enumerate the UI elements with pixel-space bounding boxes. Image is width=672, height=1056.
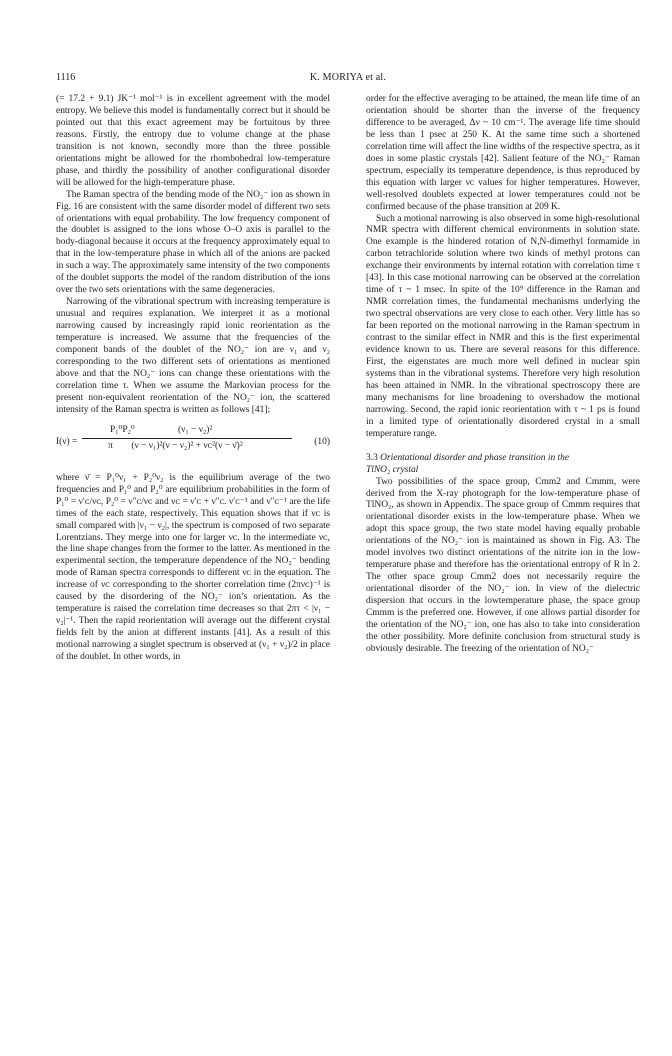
equation-number: (10) [314,436,330,447]
section-title-line-2: TlNO₂ crystal [366,464,419,475]
section-title-line-1: Orientational disorder and phase transition in the [380,452,570,463]
running-head: K. MORIYA et al. [309,72,387,83]
paragraph: (= 17.2 + 9.1) JK⁻¹ mol⁻¹ is in excellent agreement with the model entropy. We believe this model is fundamentally correct but it should be pointed out that this exact agreement may be fortuitous by three reasons. Firstly, the entropy due to volume change at the phase transition is not known, secondly more than the three possible orientations might be allowed for the rhombohedral low-temperature phase, and thirdly the possibility of another configurational disorder will be allowed for the high-temperature phase. [56,94,330,188]
section-heading [366,453,640,477]
equation-fraction [82,424,292,453]
paragraph: Narrowing of the vibrational spectrum with increasing temperature is unusual and requires explanation. We interpret it as a motional narrowing caused by increasingly rapid ionic reorientation as the temperature is increased. We assume that the frequencies of the component bands of the doublet of the NO₂⁻ ion are ν₁ and ν₂ corresponding to the two different sets of orientations as mentioned above and that the NO₂⁻ ions can change these orientations with the correlation time τ. When we assume the Markovian process for the present non-equivalent reorientation of the NO₂⁻ ion, the scattered intensity of the Raman spectra is written as follows [41]; [56,297,330,415]
equation-10 [56,424,330,464]
paragraph: Two possibilities of the space group, Cmm2 and Cmmm, were derived from the X-ray photograph for the low-temperature phase of TlNO₂, as shown in Appendix. The space group of Cmmm requires that orientational disorder exists in the low-temperature phase. When we adopt this space group, the two state model having equally probable orientations of the NO₂⁻ ion is maintained as shown in Fig. A3. The model involves two distinct orientations of the nitrite ion in the low-temperature phase and therefore has the orientational entropy of R ln 2. The other space group Cmm2 does not necessarily require the orientational disorder of the NO₂⁻ ion. In view of the dielectric dispersion that occurs in the lowtemperature phase, the space group Cmmm is the preferred one. However, if one allows partial disorder for the orientation of the NO₂⁻ ion, one has also to take into consideration the other possibility. More definite conclusion from structural study is obviously desirable. The freezing of the orientation of NO₂⁻ [366,476,640,654]
page-header [56,72,640,86]
paragraph: where ν̄ = P₁⁰ν₁ + P₂⁰ν₂ is the equilibrium average of the two frequencies and P₁⁰ and P₂⁰ are equilibrium probabilities in the form of P₁⁰ = ν′ᴄ/νᴄ, P₂⁰ = ν″ᴄ/νᴄ and νᴄ = ν′ᴄ + ν″ᴄ. ν′ᴄ⁻¹ and ν″ᴄ⁻¹ are the life times of the each state, respectively. This equation shows that if νᴄ is small compared with |ν₁ − ν₂|, the spectrum is composed of two separate Lorentzians. They merge into one for larger νᴄ. In the intermediate νᴄ, the line shape changes from the former to the latter. As mentioned in the experimental section, the temperature dependence of the NO₂⁻ bending mode of Raman spectra corresponds to different νᴄ in the equation. The increase of νᴄ corresponding to the shorter correlation time (2πνᴄ)⁻¹ is caused by the disordering of the NO₂⁻ ion’s orientation. As the temperature is raised the correlation time decreases so that 2πτ < |ν₁ − ν₂|⁻¹. Then the rapid reorientation will average out the different crystal fields felt by the anion at different instants [41]. As a result of this motional narrowing a singlet spectrum is observed at (ν₁ + ν₂)/2 in place of the doublet. In other words, in [56,472,330,663]
equation-pi: π [108,440,113,451]
left-column [56,94,330,664]
right-column [366,94,640,656]
section-number: 3.3 [366,452,378,463]
paragraph: order for the effective averaging to be attained, the mean life time of an orientation should be shorter than the inverse of the frequency difference to be averaged, Δν ~ 10 cm⁻¹. The average life time should be less than 1 psec at 250 K. At the same time such a shortened correlation time will affect the line widths of the respective spectra, as it does in some plastic crystals [42]. Salient feature of the NO₂⁻ Raman spectrum, especially its temperature dependence, is thus reproduced by this equation with larger νᴄ values for higher temperatures. However, well-resolved doublets expected at lower temperatures could not be confirmed because of the phase transition at 209 K. [366,94,640,212]
paragraph: The Raman spectra of the bending mode of the NO₂⁻ ion as shown in Fig. 16 are consistent with the same disorder model of different two sets of orientations with equal probability. The low frequency component of the doublet is assigned to the ions whose O–O axis is parallel to the body-diagonal because it occurs at the frequency approximately equal to that in the low-temperature phase in which all of the anions are packed in such a way. The approximately same intensity of the two components of the doublet supports the model of the random distribution of the ions over the two sets orientations with the same degeneracies. [56,189,330,296]
page-number: 1116 [56,72,76,83]
equation-numerator-b: (ν₁ − ν₂)² [178,424,213,435]
equation-denominator: (ν − ν₁)²(ν − ν₂)² + νᴄ²(ν − ν̄)² [131,440,243,451]
equation-numerator-a: P₁⁰P₂⁰ [110,424,135,435]
equation-lhs: I(ν) = [56,436,78,447]
equation-numerator [82,424,292,439]
paragraph: Such a motional narrowing is also observed in some high-resolutional NMR spectra with different chemical environments in solution state. One example is the hindered rotation of N,N-dimethyl formamide in carbon tetrachloride solution where two kinds of methyl protons can exchange their environments by internal rotation with correlation time τ [43]. In this case motional narrowing can be observed at the correlation time of τ ~ 1 msec. In spite of the 10⁹ difference in the Raman and NMR correlation times, the fundamental mechanisms underlying the two spectral observations are very close to each other. Very little has so far been reported on the motional narrowing in the Raman spectrum in contrast to the similar effect in NMR and this is the first experimental evidence known to us. There are several reasons for this difference. First, the eigenstates are much more well defined in nuclear spin systems than in the vibrational systems. Therefore very high resolution has been attained in NMR. In the vibrational spectroscopy there are many mechanisms for line broadening to overshadow the motional narrowing. Second, the rapid ionic reorientation with τ ~ 1 ps is found in a limited type of orientationally disordered crystal in a small temperature range. [366,213,640,439]
